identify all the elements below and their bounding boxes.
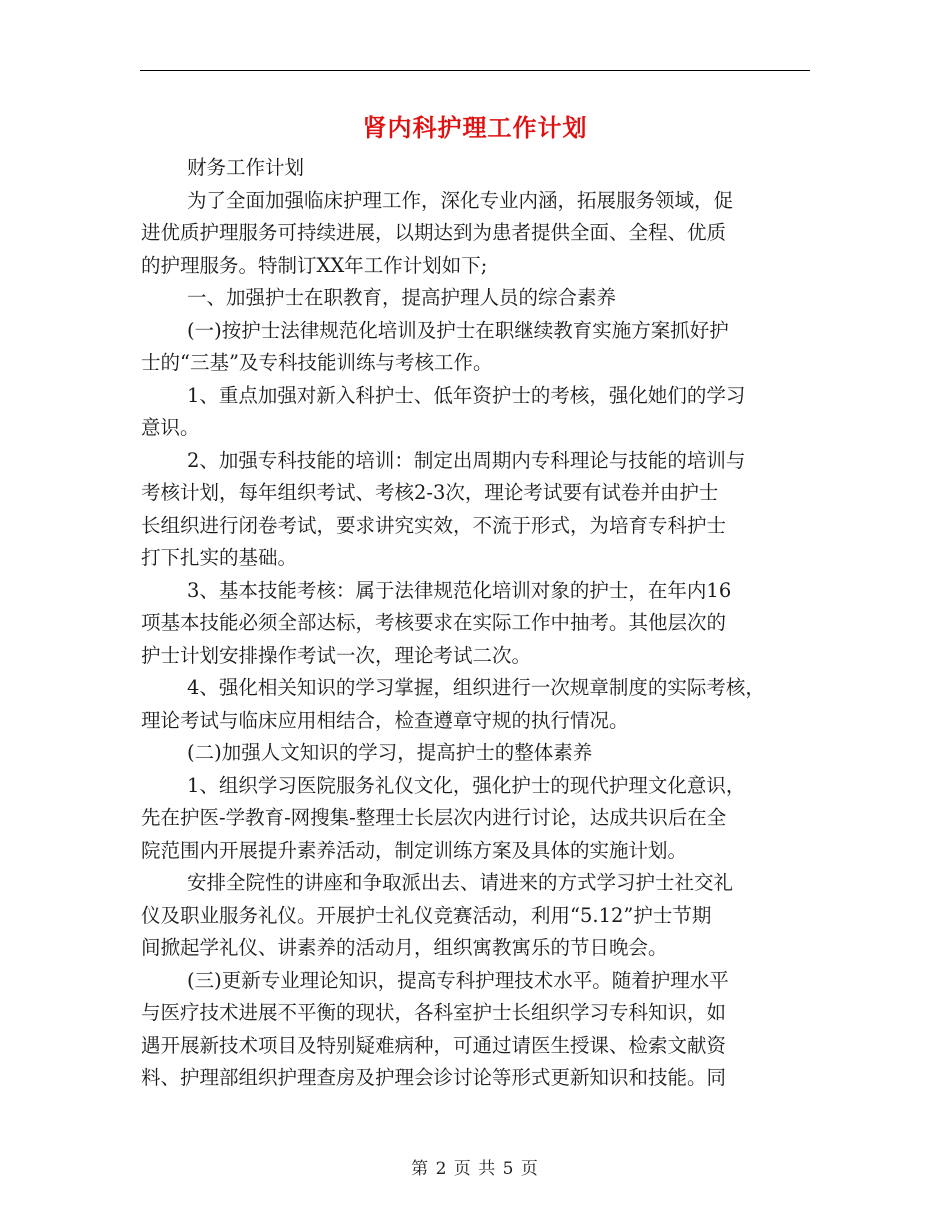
document-title: 肾内科护理工作计划: [362, 114, 588, 142]
body-text-line: 进优质护理服务可持续进展，以期达到为患者提供全面、全程、优质: [141, 221, 727, 244]
body-text-line: 理论考试与临床应用相结合，检查遵章守规的执行情况。: [141, 708, 629, 732]
document-body: [141, 152, 809, 1095]
body-text-line: 料、护理部组织护理查房及护理会诊讨论等形式更新知识和技能。同: [141, 1066, 727, 1089]
body-text-line: 与医疗技术进展不平衡的现状，各科室护士长组织学习专科知识，如: [141, 1001, 727, 1024]
header-rule: [140, 70, 810, 71]
body-text-line: 一、加强护士在职教育，提高护理人员的综合素养: [187, 286, 617, 309]
body-text-line: (二)加强人文知识的学习，提高护士的整体素养: [187, 741, 593, 764]
body-text-line: (一)按护士法律规范化培训及护士在职继续教育实施方案抓好护: [187, 318, 729, 342]
body-text-line: 安排全院性的讲座和争取派出去、请进来的方式学习护士社交礼: [187, 871, 734, 894]
body-text-line: 财务工作计划: [187, 156, 305, 179]
body-text-line: 护士计划安排操作考试一次，理论考试二次。: [141, 643, 532, 667]
body-text-line: 院范围内开展提升素养活动，制定训练方案及具体的实施计划。: [141, 838, 688, 862]
body-text-line: 项基本技能必须全部达标，考核要求在实际工作中抽考。其他层次的: [141, 611, 727, 634]
body-text-line: (三)更新专业理论知识，提高专科护理技术水平。随着护理水平: [187, 968, 729, 992]
body-text-line: 考核计划，每年组织考试、考核2-3次，理论考试要有试卷并由护士: [141, 481, 719, 504]
body-text-line: 长组织进行闭卷考试，要求讲究实效，不流于形式，为培育专科护士: [141, 513, 727, 537]
body-text-line: 4、强化相关知识的学习掌握，组织进行一次规章制度的实际考核，: [187, 676, 765, 699]
body-text-line: 仪及职业服务礼仪。开展护士礼仪竞赛活动，利用“5.12”护士节期: [141, 903, 712, 927]
body-text-line: 打下扎实的基础。: [141, 546, 298, 569]
body-text-line: 1、组织学习医院服务礼仪文化，强化护士的现代护理文化意识，: [187, 773, 746, 797]
body-text-line: 意识。: [141, 416, 200, 439]
body-text-line: 为了全面加强临床护理工作，深化专业内涵，拓展服务领域，促: [187, 188, 734, 212]
page-number-footer: 第 2 页 共 5 页: [411, 1159, 539, 1179]
body-text-line: 2、加强专科技能的培训：制定出周期内专科理论与技能的培训与: [187, 448, 746, 472]
body-text-line: 的护理服务。特制订XX年工作计划如下;: [141, 253, 488, 277]
body-text-line: 3、基本技能考核：属于法律规范化培训对象的护士，在年内16: [187, 578, 732, 602]
body-text-line: 1、重点加强对新入科护士、低年资护士的考核，强化她们的学习: [187, 383, 746, 407]
body-text-line: 遇开展新技术项目及特别疑难病种，可通过请医生授课、检索文献资: [141, 1033, 727, 1057]
body-text-line: 间掀起学礼仪、讲素养的活动月，组织寓教寓乐的节日晚会。: [141, 936, 668, 959]
body-text-line: 先在护医-学教育-网搜集-整理士长层次内进行讨论，达成共识后在全: [141, 806, 727, 829]
body-text-line: 士的“三基”及专科技能训练与考核工作。: [141, 351, 493, 374]
